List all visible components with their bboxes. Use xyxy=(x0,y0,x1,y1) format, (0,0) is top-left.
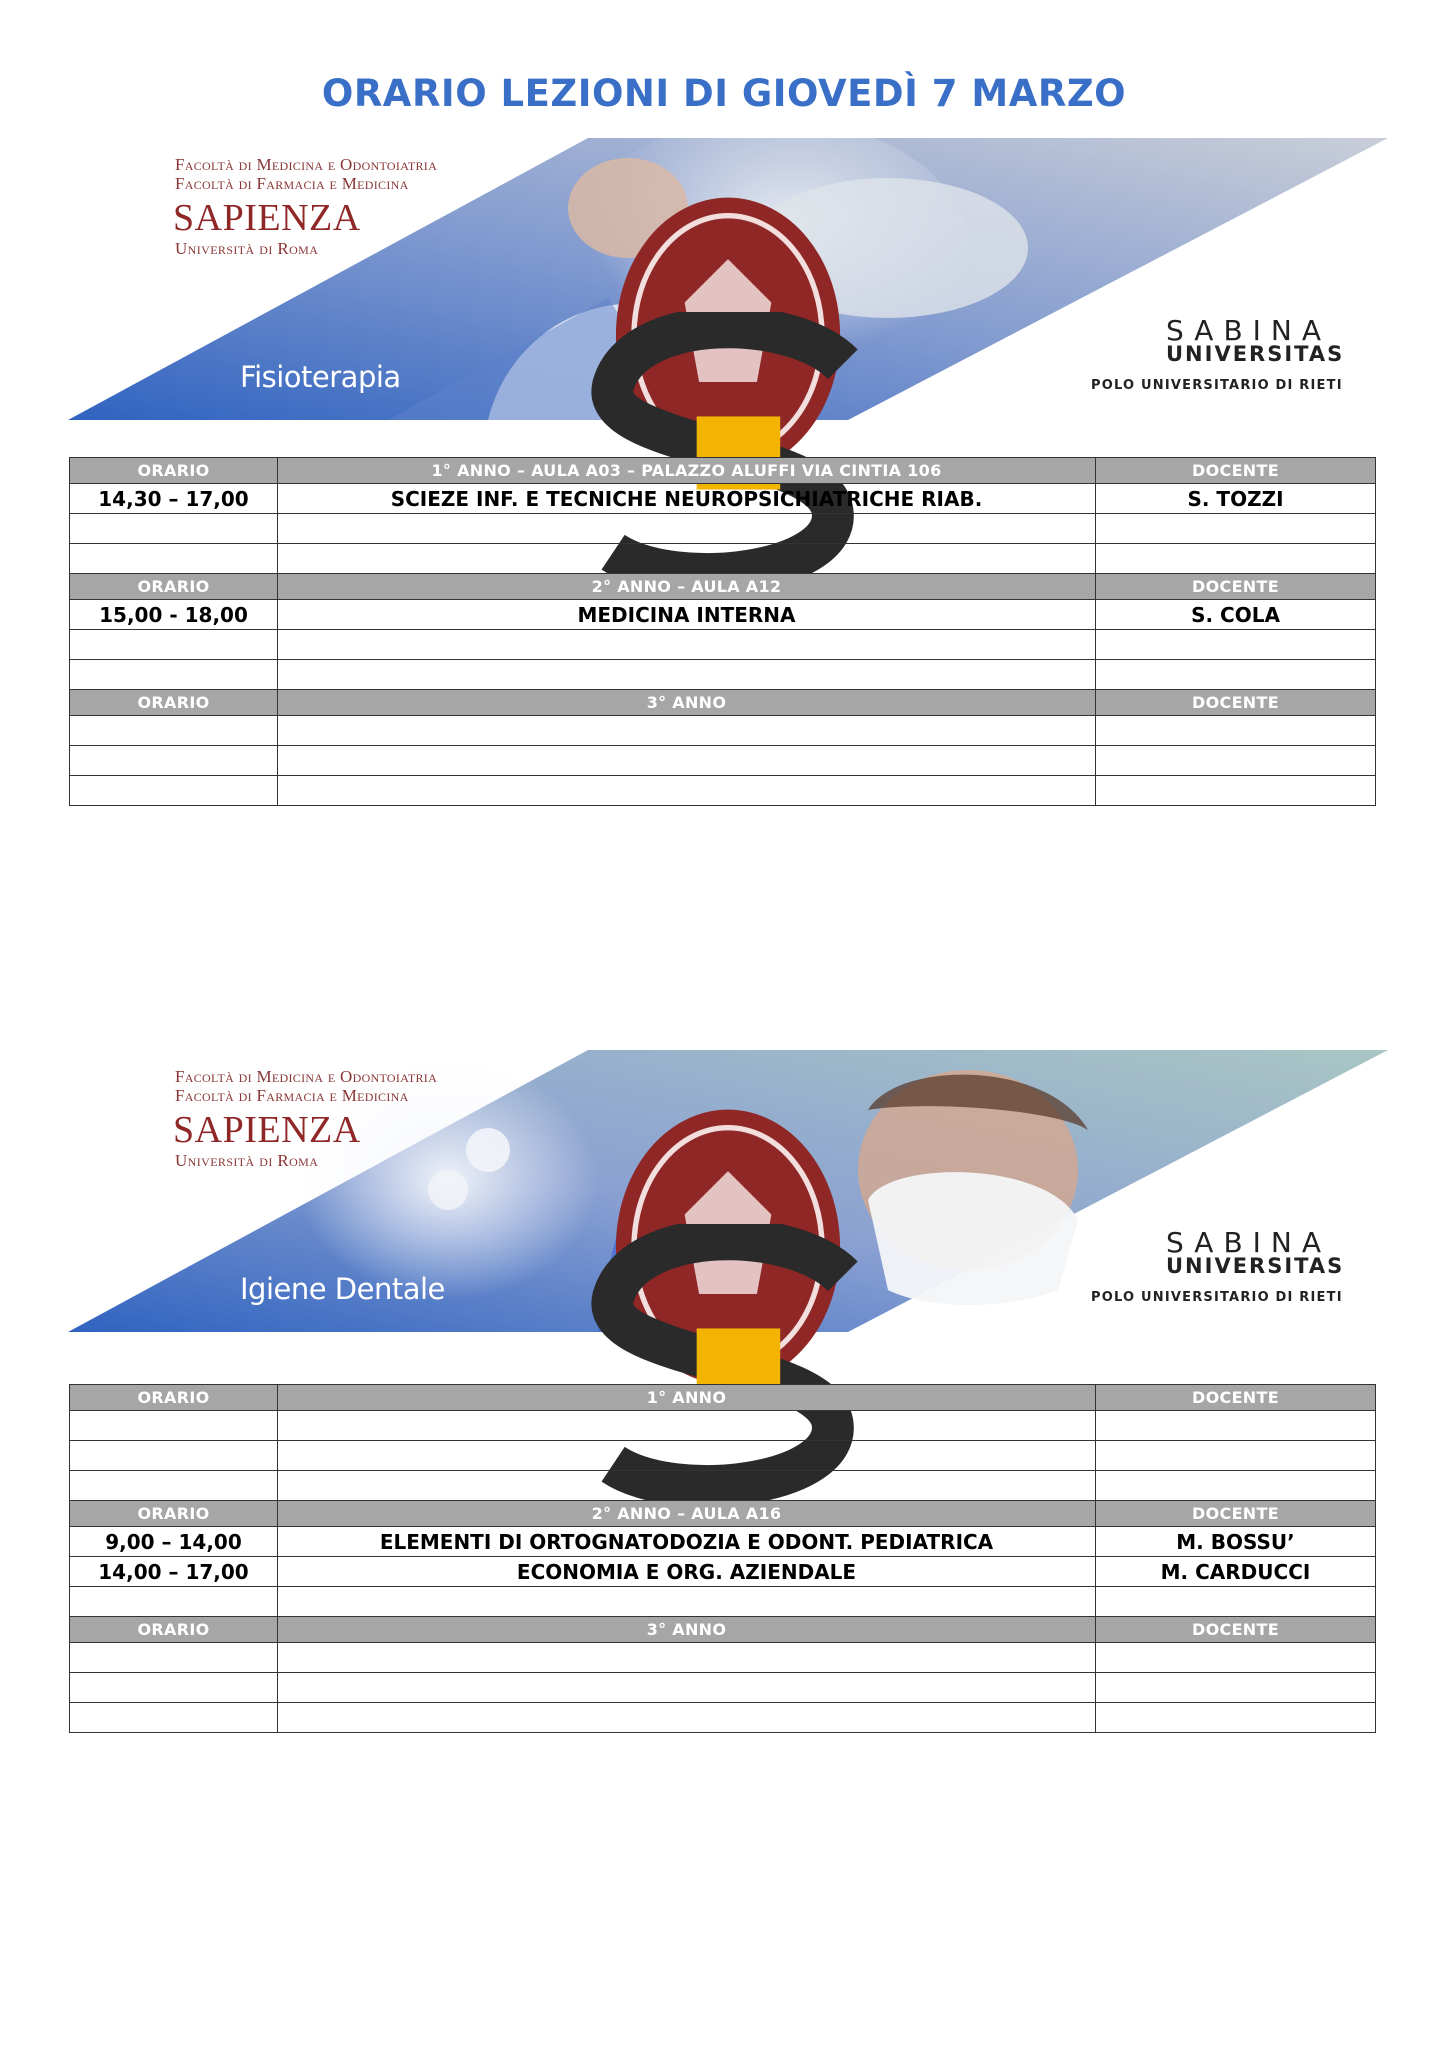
time-cell xyxy=(70,1411,278,1441)
header-cell: ORARIO xyxy=(70,1617,278,1643)
partner-sub: UNIVERSITAS xyxy=(1166,342,1345,366)
header-cell: ORARIO xyxy=(70,458,278,484)
teacher-cell: S. TOZZI xyxy=(1096,484,1376,514)
course-cell xyxy=(278,544,1096,574)
course-cell xyxy=(278,1587,1096,1617)
teacher-cell xyxy=(1096,746,1376,776)
table-header-row xyxy=(70,458,1376,484)
header-cell: ORARIO xyxy=(70,1385,278,1411)
table-row xyxy=(70,484,1376,514)
table-row xyxy=(70,1673,1376,1703)
time-cell xyxy=(70,1643,278,1673)
teacher-cell: S. COLA xyxy=(1096,600,1376,630)
time-cell xyxy=(70,776,278,806)
teacher-cell xyxy=(1096,1471,1376,1501)
teacher-cell xyxy=(1096,776,1376,806)
table-row xyxy=(70,1643,1376,1673)
time-cell xyxy=(70,630,278,660)
time-cell xyxy=(70,746,278,776)
header-cell: 3° ANNO xyxy=(278,690,1096,716)
header-cell: 1° ANNO – AULA A03 – PALAZZO ALUFFI VIA CINTIA 106 xyxy=(278,458,1096,484)
header-cell: 2° ANNO – AULA A16 xyxy=(278,1501,1096,1527)
table-header-row xyxy=(70,690,1376,716)
table-row xyxy=(70,600,1376,630)
faculty-line-1: Facoltà di Medicina e Odontoiatria xyxy=(175,155,438,174)
table-row xyxy=(70,514,1376,544)
course-cell xyxy=(278,660,1096,690)
faculty-line-2: Facoltà di Farmacia e Medicina xyxy=(175,174,409,193)
teacher-cell xyxy=(1096,1673,1376,1703)
time-cell: 14,00 – 17,00 xyxy=(70,1557,278,1587)
teacher-cell xyxy=(1096,1703,1376,1733)
course-cell: MEDICINA INTERNA xyxy=(278,600,1096,630)
header-cell: ORARIO xyxy=(70,574,278,600)
header-cell: DOCENTE xyxy=(1096,1617,1376,1643)
header-cell: DOCENTE xyxy=(1096,1501,1376,1527)
time-cell: 14,30 – 17,00 xyxy=(70,484,278,514)
schedule-table-fisioterapia xyxy=(69,457,1376,806)
partner-tag: POLO UNIVERSITARIO DI RIETI xyxy=(1091,378,1343,393)
teacher-cell: M. CARDUCCI xyxy=(1096,1557,1376,1587)
faculty-line-2: Facoltà di Farmacia e Medicina xyxy=(175,1086,409,1105)
table-row xyxy=(70,776,1376,806)
time-cell: 9,00 – 14,00 xyxy=(70,1527,278,1557)
table-row xyxy=(70,1703,1376,1733)
table-row xyxy=(70,1441,1376,1471)
header-cell: 2° ANNO – AULA A12 xyxy=(278,574,1096,600)
table-row xyxy=(70,630,1376,660)
partner-sub: UNIVERSITAS xyxy=(1166,1254,1345,1278)
teacher-cell xyxy=(1096,544,1376,574)
course-cell xyxy=(278,1703,1096,1733)
time-cell: 15,00 - 18,00 xyxy=(70,600,278,630)
time-cell xyxy=(70,660,278,690)
banner-igiene-dentale xyxy=(68,1050,1388,1332)
teacher-cell xyxy=(1096,660,1376,690)
page-title: ORARIO LEZIONI DI GIOVEDÌ 7 MARZO xyxy=(321,72,1127,115)
table-row xyxy=(70,1527,1376,1557)
partner-name: SABINA xyxy=(1166,1226,1332,1259)
time-cell xyxy=(70,544,278,574)
university-sub: Università di Roma xyxy=(175,239,319,258)
teacher-cell: M. BOSSU’ xyxy=(1096,1527,1376,1557)
time-cell xyxy=(70,514,278,544)
time-cell xyxy=(70,1441,278,1471)
header-cell: DOCENTE xyxy=(1096,574,1376,600)
course-cell xyxy=(278,1411,1096,1441)
course-cell xyxy=(278,746,1096,776)
table-header-row xyxy=(70,574,1376,600)
course-cell: ECONOMIA E ORG. AZIENDALE xyxy=(278,1557,1096,1587)
banner-fisioterapia xyxy=(68,138,1388,420)
table-row xyxy=(70,716,1376,746)
course-cell xyxy=(278,1673,1096,1703)
time-cell xyxy=(70,1587,278,1617)
course-cell: ELEMENTI DI ORTOGNATODOZIA E ODONT. PEDIATRICA xyxy=(278,1527,1096,1557)
course-cell xyxy=(278,1471,1096,1501)
table-row xyxy=(70,1471,1376,1501)
table-header-row xyxy=(70,1385,1376,1411)
university-sub: Università di Roma xyxy=(175,1151,319,1170)
course-cell xyxy=(278,716,1096,746)
table-row xyxy=(70,1411,1376,1441)
header-cell: ORARIO xyxy=(70,690,278,716)
teacher-cell xyxy=(1096,1587,1376,1617)
faculty-line-1: Facoltà di Medicina e Odontoiatria xyxy=(175,1067,438,1086)
header-cell: 1° ANNO xyxy=(278,1385,1096,1411)
teacher-cell xyxy=(1096,716,1376,746)
teacher-cell xyxy=(1096,514,1376,544)
schedule-table-igiene-dentale xyxy=(69,1384,1376,1733)
course-cell xyxy=(278,776,1096,806)
table-row xyxy=(70,1557,1376,1587)
teacher-cell xyxy=(1096,630,1376,660)
table-row xyxy=(70,544,1376,574)
time-cell xyxy=(70,1703,278,1733)
header-cell: DOCENTE xyxy=(1096,1385,1376,1411)
course-name: Igiene Dentale xyxy=(240,1272,445,1306)
table-header-row xyxy=(70,1617,1376,1643)
course-name: Fisioterapia xyxy=(240,360,401,394)
time-cell xyxy=(70,716,278,746)
table-header-row xyxy=(70,1501,1376,1527)
university-name: SAPIENZA xyxy=(173,1109,361,1151)
table-row xyxy=(70,1587,1376,1617)
table-row xyxy=(70,660,1376,690)
header-cell: ORARIO xyxy=(70,1501,278,1527)
teacher-cell xyxy=(1096,1643,1376,1673)
course-cell xyxy=(278,1643,1096,1673)
teacher-cell xyxy=(1096,1411,1376,1441)
header-cell: DOCENTE xyxy=(1096,690,1376,716)
header-cell: 3° ANNO xyxy=(278,1617,1096,1643)
course-cell xyxy=(278,1441,1096,1471)
header-cell: DOCENTE xyxy=(1096,458,1376,484)
partner-tag: POLO UNIVERSITARIO DI RIETI xyxy=(1091,1290,1343,1305)
partner-name: SABINA xyxy=(1166,314,1332,347)
time-cell xyxy=(70,1673,278,1703)
course-cell xyxy=(278,630,1096,660)
course-cell: SCIEZE INF. E TECNICHE NEUROPSICHIATRICHE RIAB. xyxy=(278,484,1096,514)
table-row xyxy=(70,746,1376,776)
time-cell xyxy=(70,1471,278,1501)
university-name: SAPIENZA xyxy=(173,197,361,239)
course-cell xyxy=(278,514,1096,544)
teacher-cell xyxy=(1096,1441,1376,1471)
